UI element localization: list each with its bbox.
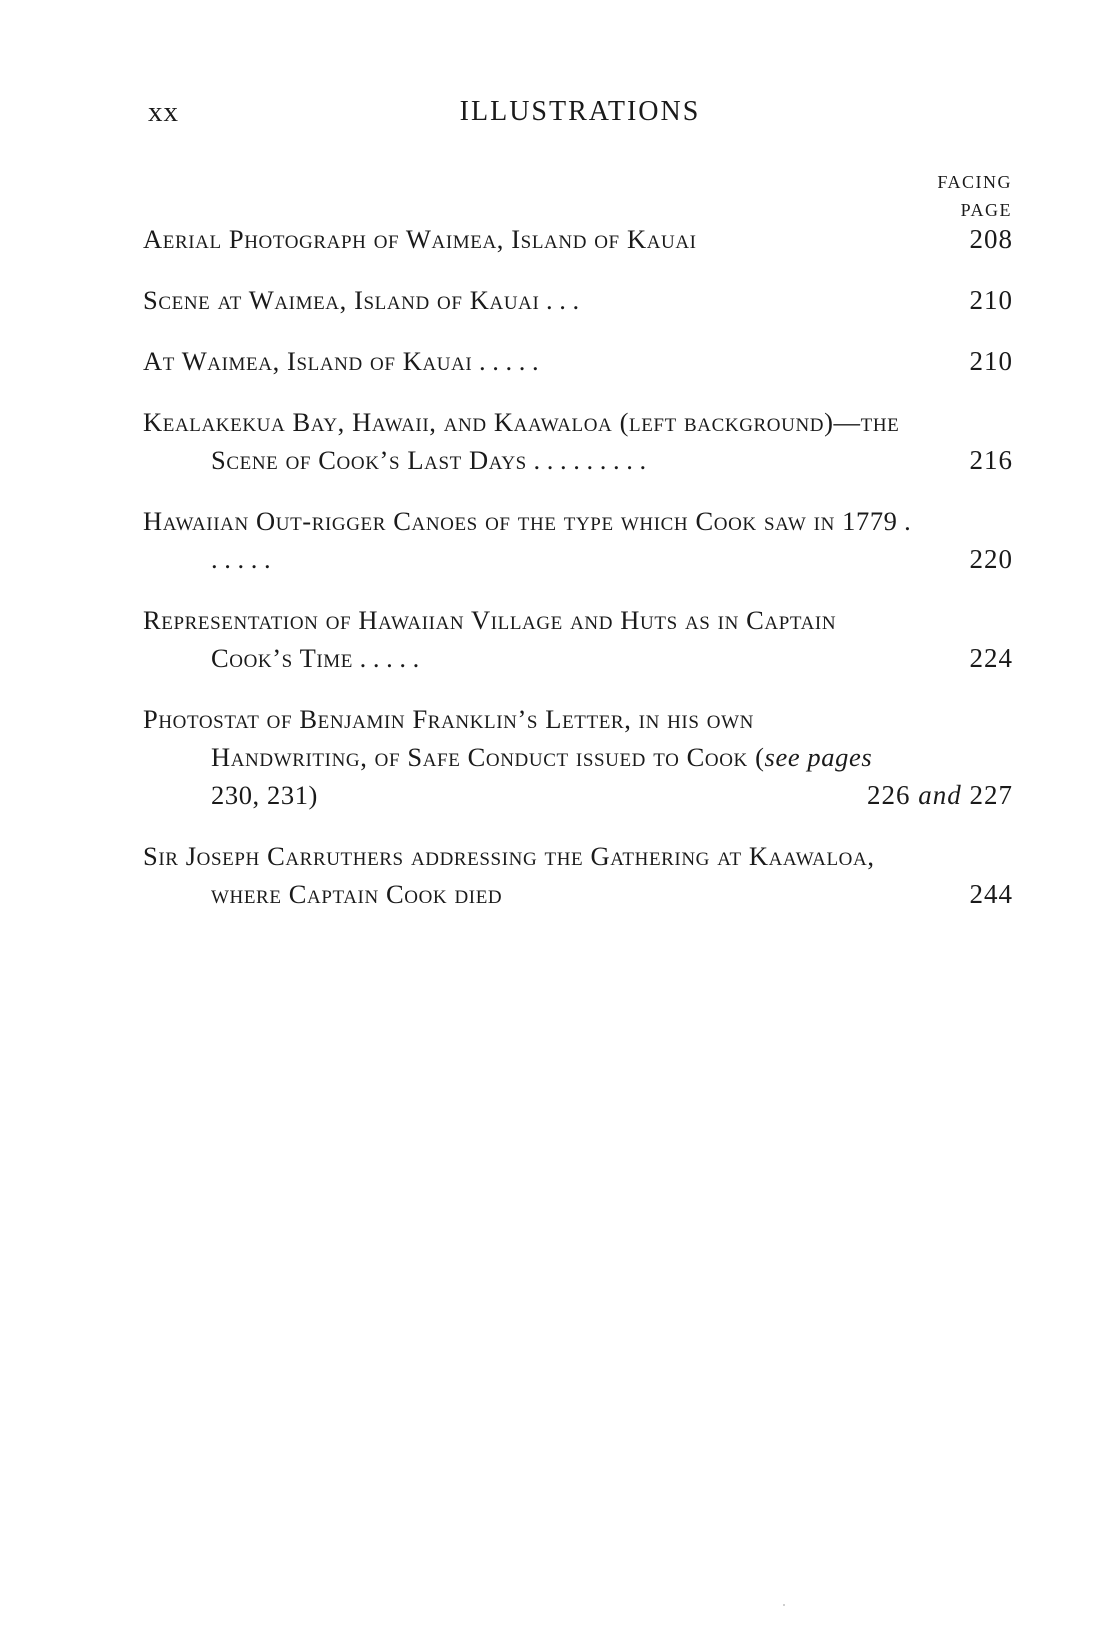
entry-page-range <box>813 776 1013 814</box>
entry-title: Scene at Waimea, Island of Kauai <box>143 285 540 315</box>
facing-page-column-header <box>937 168 1012 224</box>
list-item <box>143 403 1013 479</box>
entry-title: Aerial Photograph of Waimea, Island of Kauai <box>143 224 697 254</box>
entry-leader: . . . . . . <box>211 506 911 574</box>
entry-leader: . . . <box>539 285 580 315</box>
list-item <box>143 700 1013 814</box>
page-number-roman: xx <box>148 96 179 128</box>
entry-note-pages: 230, 231) <box>211 780 318 810</box>
entry-title: At Waimea, Island of Kauai <box>143 346 473 376</box>
entry-page: 210 <box>969 346 1013 376</box>
entry-title: Photostat of Benjamin Franklin’s Letter, in his own Handwriting, of Safe Conduct issued to Cook <box>143 704 754 772</box>
entry-page: 220 <box>969 544 1013 574</box>
entry-page: 216 <box>969 445 1013 475</box>
illustrations-list <box>143 220 1013 936</box>
entry-leader: . . . . . <box>353 643 420 673</box>
entry-page: 210 <box>969 285 1013 315</box>
page-label: PAGE <box>960 200 1012 220</box>
list-item <box>143 342 1013 380</box>
list-item <box>143 837 1013 913</box>
list-item <box>143 220 1013 258</box>
list-item <box>143 281 1013 319</box>
entry-page: 244 <box>969 879 1013 909</box>
page-header <box>148 96 1012 136</box>
facing-label: FACING <box>937 172 1012 192</box>
entry-page: 208 <box>969 224 1013 254</box>
entry-leader: . . . . . . . . . <box>526 445 647 475</box>
entry-note-italic: see pages <box>764 742 873 772</box>
entry-title: Representation of Hawaiian Village and Huts as in Captain Cook’s Time <box>143 605 837 673</box>
entry-title: Kealakekua Bay, Hawaii, and Kaawaloa (left background)—the Scene of Cook’s Last Days <box>143 407 900 475</box>
entry-note-open: ( <box>747 742 765 772</box>
paper-speck <box>783 1604 785 1606</box>
list-item <box>143 502 1013 578</box>
running-head-title: ILLUSTRATIONS <box>459 96 701 127</box>
entry-page: 227 <box>961 780 1013 810</box>
entry-page-first: 226 <box>867 780 919 810</box>
entry-page-and: and <box>918 780 962 810</box>
entry-page: 224 <box>969 643 1013 673</box>
entry-title: Sir Joseph Carruthers addressing the Gathering at Kaawaloa, where Captain Cook died <box>143 841 875 909</box>
list-item <box>143 601 1013 677</box>
entry-title: Hawaiian Out-rigger Canoes of the type which Cook saw in 1779 <box>143 506 898 536</box>
entry-leader: . . . . . <box>472 346 539 376</box>
